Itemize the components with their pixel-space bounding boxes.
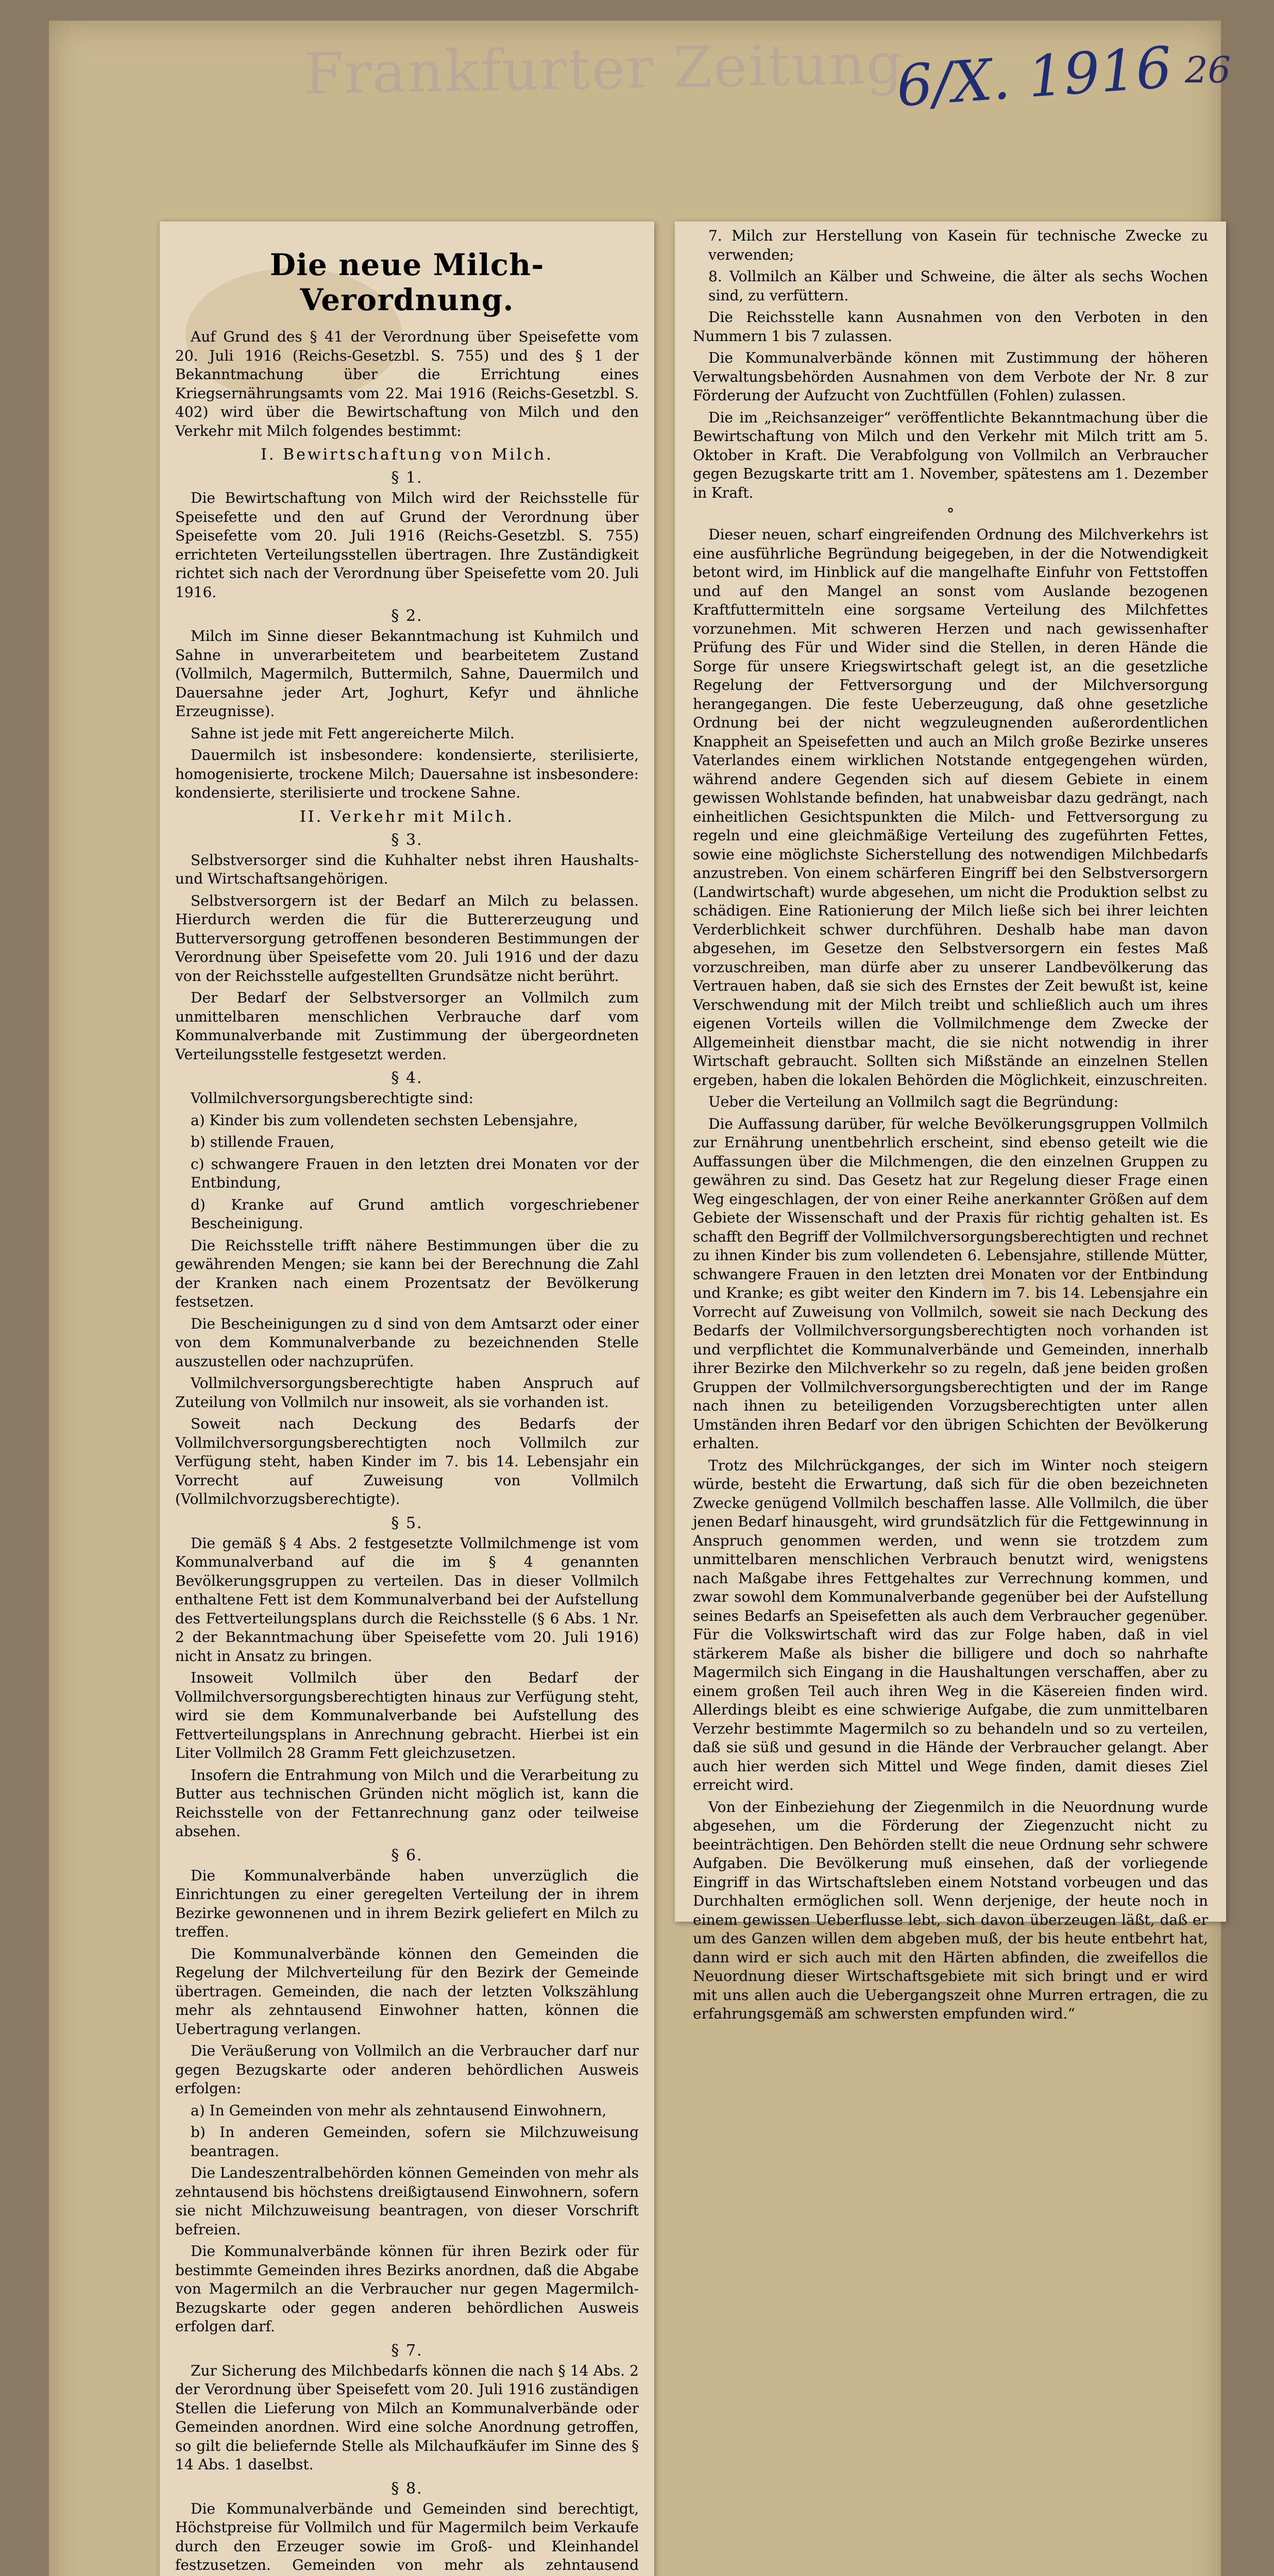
list-item: b) In anderen Gemeinden, sofern sie Milchzuweisung beantragen.: [191, 2124, 639, 2160]
paragraph-number: § 8.: [391, 2479, 423, 2498]
handwritten-date: 6/X. 1916: [894, 34, 1175, 120]
body-paragraph: Die Kommunalverbände können mit Zustimmung der höheren Verwaltungsbehörden Ausnahmen von dem Verbote der Nr. 8 zur Förderung der Aufzucht von Zuchtfüllen (Fohlen) zulassen.: [693, 349, 1208, 404]
body-paragraph: Milch im Sinne dieser Bekanntmachung ist Kuhmilch und Sahne in unverarbeitetem und bearbeitetem Zustand (Vollmilch, Magermilch, Buttermilch, Sahne, Dauermilch und Dauersahne jeder Art, Joghurt, Kefyr und ähnliche Erzeugnisse).: [175, 628, 639, 720]
list-item: d) Kranke auf Grund amtlich vorgeschriebener Bescheinigung.: [191, 1196, 639, 1232]
body-paragraph: Vollmilchversorgungsberechtigte sind:: [191, 1090, 473, 1107]
body-paragraph: Dauermilch ist insbesondere: kondensierte, sterilisierte, homogenisierte, trockene Milch; Dauersahne ist insbesondere: kondensierte, sterilisierte und trockene Sahne.: [175, 747, 639, 801]
right-column-body: [693, 227, 1208, 2024]
paragraph-number: § 4.: [391, 1069, 423, 1087]
body-paragraph: Ueber die Verteilung an Vollmilch sagt die Begründung:: [708, 1093, 1119, 1110]
section-heading: II. Verkehr mit Milch.: [299, 807, 515, 826]
paragraph-number: § 5.: [391, 1514, 423, 1532]
paragraph-number: § 3.: [391, 831, 423, 849]
list-item: a) In Gemeinden von mehr als zehntausend Einwohnern,: [191, 2102, 607, 2119]
newspaper-masthead: Frankfurter Zeitung: [304, 30, 904, 107]
left-column-body: [175, 328, 639, 2576]
list-item: a) Kinder bis zum vollendeten sechsten Lebensjahre,: [191, 1111, 579, 1129]
body-paragraph: Die Reichsstelle kann Ausnahmen von den Verboten in den Nummern 1 bis 7 zulassen.: [693, 309, 1208, 345]
body-paragraph: Die Kommunalverbände und Gemeinden sind berechtigt, Höchstpreise für Vollmilch und für Magermilch beim Verkaufe durch den Erzeuger sowie im Groß- und Kleinhandel festzusetzen. Gemeinden von mehr als zehntausend: [175, 2500, 639, 2573]
paragraph-number: § 2.: [391, 607, 423, 625]
body-paragraph: Zur Sicherung des Milchbedarfs können die nach § 14 Abs. 2 der Verordnung über Speisefett vom 20. Juli 1916 zuständigen Stellen die Lieferung von Milch an Kommunalverbände oder Gemeinden anordnen. Wird eine solche Anordnung getroffen, so gilt die beliefernde Stelle als Milchaufkäufer im Sinne des § 14 Abs. 1 daselbst.: [175, 2362, 639, 2473]
body-paragraph: Der Bedarf der Selbstversorger an Vollmilch zum unmittelbaren menschlichen Verbrauche darf vom Kommunalverbande mit Zustimmung der übergeordneten Verteilungsstelle festgesetzt werden.: [175, 989, 639, 1063]
body-paragraph: Die Bewirtschaftung von Milch wird der Reichsstelle für Speisefette und den auf Grund der Verordnung über Speisefette vom 20. Juli 1916 (Reichs-Gesetzbl. S. 755) errichteten Verteilungsstellen übertragen. Ihre Zuständigkeit richtet sich nach der Verordnung über Speisefette vom 20. Juli 1916.: [175, 489, 639, 601]
list-item: 8. Vollmilch an Kälber und Schweine, die älter als sechs Wochen sind, zu verfüttern.: [708, 268, 1208, 304]
body-paragraph: Die Kommunalverbände haben unverzüglich die Einrichtungen zu einer geregelten Verteilung der in ihrem Bezirke gewonnenen und in ihrem Bezirk geliefert en Milch zu treffen.: [175, 1867, 639, 1940]
body-paragraph: Trotz des Milchrückganges, der sich im Winter noch steigern würde, besteht die Erwartung, daß sich für die oben bezeichneten Zwecke genügend Vollmilch beschaffen lasse. Alle Vollmilch, die über jenen Bedarf hinausgeht, wird grundsätzlich für die Fettgewinnung in Anspruch genommen werden, und wenn sie trotzdem zum unmittelbaren menschlichen Verbrauch benutzt wird, wenigstens nach Maßgabe ihres Fettgehaltes zur Verrechnung kommen, und zwar sowohl dem Kommunalverbande gegenüber bei der Aufstellung seines Bedarfs an Speisefetten als auch dem Verbraucher gegenüber. Für die Volkswirtschaft wird das zur Folge haben, daß in viel stärkerem Maße als bisher die billigere und doch so nahrhafte Magermilch sich Eingang in die Haushaltungen verschaffen, aber zu einem großen Teil auch ihren Weg in die Käsereien finden wird. Allerdings bleibt es eine schwierige Aufgabe, die zum unmittelbaren Verzehr bestimmte Magermilch so zu behandeln und so zu verteilen, daß sie süß und gesund in die Hände der Verbraucher gelangt. Aber auch hier werden sich Mittel und Wege finden, damit dieses Ziel erreicht wird.: [693, 1456, 1208, 1793]
body-paragraph: Vollmilchversorgungsberechtigte haben Anspruch auf Zuteilung von Vollmilch nur insoweit, als sie vorhanden ist.: [175, 1375, 639, 1411]
list-item: b) stillende Frauen,: [191, 1133, 335, 1150]
body-paragraph: Die Reichsstelle trifft nähere Bestimmungen über die zu gewährenden Mengen; sie kann bei der Berechnung die Zahl der Kranken nach einem Prozentsatz der Bevölkerung festsetzen.: [175, 1236, 639, 1310]
body-paragraph: Auf Grund des § 41 der Verordnung über Speisefette vom 20. Juli 1916 (Reichs-Gesetzbl. S. 755) und des § 1 der Bekanntmachung über die Errichtung eines Kriegsernährungsamts vom 22. Mai 1916 (Reichs-Gesetzbl. S. 402) wird über die Bewirtschaftung von Milch und den Verkehr mit Milch folgendes bestimmt:: [175, 328, 639, 439]
body-paragraph: Die Bescheinigungen zu d sind von dem Amtsarzt oder einer von dem Kommunalverbande zu bezeichnenden Stelle auszustellen oder nachzuprüfen.: [175, 1315, 639, 1370]
body-paragraph: Die im „Reichsanzeiger“ veröffentlichte Bekanntmachung über die Bewirtschaftung von Milch und den Verkehr mit Milch tritt am 5. Oktober in Kraft. Die Verabfolgung von Vollmilch an Verbraucher gegen Bezugskarte tritt am 1. November, spätestens am 1. Dezember in Kraft.: [693, 409, 1208, 501]
body-paragraph: Soweit nach Deckung des Bedarfs der Vollmilchversorgungsberechtigten noch Vollmilch zur Verfügung steht, haben Kinder im 7. bis 14. Lebensjahr ein Vorrecht auf Zuweisung von Vollmilch (Vollmilchvorzugsberechtigte).: [175, 1415, 639, 1507]
article-right-column: [693, 227, 1208, 2022]
article-title: Die neue Milch-Verordnung.: [269, 247, 545, 317]
list-item: 7. Milch zur Herstellung von Kasein für technische Zwecke zu verwenden;: [708, 227, 1208, 263]
body-paragraph: Die Kommunalverbände können für ihren Bezirk oder für bestimmte Gemeinden ihres Bezirks anordnen, daß die Abgabe von Magermilch an die Verbraucher nur gegen Magermilch-Bezugskarte oder gegen anderen behördlichen Ausweis erfolgen darf.: [175, 2243, 639, 2335]
body-paragraph: Insoweit Vollmilch über den Bedarf der Vollmilchversorgungsberechtigten hinaus zur Verfügung steht, wird sie dem Kommunalverbande bei Aufstellung des Fettverteilungsplans in Anrechnung gebracht. Hierbei ist ein Liter Vollmilch 28 Gramm Fett gleichzusetzen.: [175, 1669, 639, 1761]
folder-number: 26: [1185, 49, 1231, 91]
paragraph-number: § 1.: [391, 469, 423, 487]
body-paragraph: Die gemäß § 4 Abs. 2 festgesetzte Vollmilchmenge ist vom Kommunalverband auf die im § 4 genannten Bevölkerungsgruppen zu verteilen. Das in dieser Vollmilch enthaltene Fett ist dem Kommunalverband bei der Aufstellung des Fettverteilungsplans durch die Reichsstelle (§ 6 Abs. 1 Nr. 2 der Bekanntmachung über Speisefette vom 20. Juli 1916) nicht in Ansatz zu bringen.: [175, 1534, 639, 1665]
paragraph-number: § 6.: [391, 1846, 423, 1865]
section-heading: I. Bewirtschaftung von Milch.: [261, 446, 553, 464]
body-paragraph: Sahne ist jede mit Fett angereicherte Milch.: [191, 724, 515, 742]
article-left-column: [175, 227, 639, 2576]
body-paragraph: Die Veräußerung von Vollmilch an die Verbraucher darf nur gegen Bezugskarte oder anderen behördlichen Ausweis erfolgen:: [175, 2042, 639, 2097]
paragraph-number: § 7.: [391, 2341, 423, 2360]
body-paragraph: Von der Einbeziehung der Ziegenmilch in die Neuordnung wurde abgesehen, um die Förderung der Ziegenzucht nicht zu beeinträchtigen. Den Behörden stellt die neue Ordnung sehr schwere Aufgaben. Die Bevölkerung muß einsehen, daß der vorliegende Eingriff in das Wirtschaftsleben einem Notstand vorbeugen und das Durchhalten ermöglichen soll. Wenn derjenige, der heute noch in einem gewissen Ueberflusse lebt, sich davon überzeugen läßt, daß er um des Ganzen willen dem abgeben muß, der bis heute entbehrt hat, dann wird er sich auch mit den Härten abfinden, die zweifellos die Neuordnung dieser Wirtschaftsgebiete mit sich bringt und er wird mit uns allen auch die Uebergangszeit ohne Murren ertragen, die zu erfahrungsgemäß am schwersten empfunden wird.“: [693, 1798, 1208, 2022]
separator-mark: °: [946, 505, 955, 523]
body-paragraph: Insofern die Entrahmung von Milch und die Verarbeitung zu Butter aus technischen Gründen nicht möglich ist, kann die Reichsstelle von der Fettanrechnung ganz oder teilweise absehen.: [175, 1766, 639, 1840]
body-paragraph: Dieser neuen, scharf eingreifenden Ordnung des Milchverkehrs ist eine ausführliche Begründung beigegeben, in der die Notwendigkeit betont wird, im Hinblick auf die mangelhafte Einfuhr von Fettstoffen und auf den Mangel an sonst vom Auslande bezogenen Kraftfuttermitteln eine sorgsame Verteilung des Milchfettes vorzunehmen. Mit schweren Herzen und nach gewissenhafter Prüfung des Für und Wider sind die Stellen, in deren Hände die Sorge für unsere Kriegswirtschaft gelegt ist, an die gesetzliche Regelung der Fettversorgung und der Milchversorgung herangegangen. Die feste Ueberzeugung, daß ohne gesetzliche Ordnung bei der nicht wegzuleugnenden außerordentlichen Knappheit an Speisefetten und auch an Milch große Bezirke unseres Vaterlandes einem wirklichen Notstande entgegengehen würden, während andere Gegenden sich auf diesem Gebiete in einem gewissen Wohlstande befinden, hat unabweisbar dazu gedrängt, nach einheitlichen Gesichtspunkten die Milch- und Fettversorgung zu regeln und eine gleichmäßige Verteilung des zugeführten Fettes, sowie eine möglichste Sicherstellung des notwendigen Milchbedarfs anzustreben. Von einem schärferen Eingriff bei den Selbstversorgern (Landwirtschaft) wurde abgesehen, um nicht die Produktion selbst zu schädigen. Eine Rationierung der Milch ließe sich bei ihrer leichten Verderblichkeit schwer durchführen. Deshalb habe man davon abgesehen, im Gesetze den Selbstversorgern ein festes Maß vorzuschreiben, man dürfe aber zu unserer Landbevölkerung das Vertrauen haben, daß sie sich des Ernstes der Zeit bewußt ist, keine Verschwendung mit der Milch treibt und schließlich auch um ihres eigenen Vorteils willen die Vollmilchmenge dem Zwecke der Allgemeinheit dienstbar macht, die sie nicht notwendig in ihrer Wirtschaft gebraucht. Sollten sich Mißstände an einzelnen Stellen ergeben, haben die lokalen Behörden die Möglichkeit, einzuschreiten.: [693, 526, 1208, 1089]
body-paragraph: Selbstversorgern ist der Bedarf an Milch zu belassen. Hierdurch werden die für die Buttererzeugung und Butterversorgung getroffenen besonderen Bestimmungen der Verordnung über Speisefette vom 20. Juli 1916 und der dazu von der Reichsstelle aufgestellten Grundsätze nicht berührt.: [175, 892, 639, 985]
body-paragraph: Die Auffassung darüber, für welche Bevölkerungsgruppen Vollmilch zur Ernährung unentbehrlich erscheint, sind ebenso geteilt wie die Auffassungen über die Milchmengen, die den einzelnen Gruppen zu gewähren zu sind. Das Gesetz hat zur Regelung dieser Frage einen Weg eingeschlagen, der von einer Reihe anerkannter Größen auf dem Gebiete der Wissenschaft und der Praxis für richtig gehalten ist. Es schafft den Begriff der Vollmilchversorgungsberechtigten und rechnet zu ihnen Kinder bis zum vollendeten 6. Lebensjahre, stillende Mütter, schwangere Frauen in den letzten drei Monaten vor der Entbindung und Kranke; es gibt weiter den Kindern im 7. bis 14. Lebensjahre ein Vorrecht auf Zuweisung von Vollmilch, soweit sie nach Deckung des Bedarfs der Vollmilchversorgungsberechtigten noch vorhanden ist und verpflichtet die Kommunalverbände und Gemeinden, innerhalb ihrer Bezirke den Milchverkehr so zu regeln, daß jene beiden großen Gruppen der Vollmilchversorgungsberechtigten und der im Range nach ihnen zu beteiligenden Vorzugsberechtigten unter allen Umständen ihren Bedarf vor den übrigen Schichten der Bevölkerung erhalten.: [693, 1115, 1208, 1452]
body-paragraph: Die Landeszentralbehörden können Gemeinden von mehr als zehntausend bis höchstens dreißigtausend Einwohnern, sofern sie nicht Milchzuweisung beantragen, von dieser Vorschrift befreien.: [175, 2164, 639, 2238]
body-paragraph: Die Kommunalverbände können den Gemeinden die Regelung der Milchverteilung für den Bezirk der Gemeinde übertragen. Gemeinden, die nach der letzten Volkszählung mehr als zehntausend Einwohner hatten, können die Uebertragung verlangen.: [175, 1945, 639, 2038]
list-item: c) schwangere Frauen in den letzten drei Monaten vor der Entbindung,: [191, 1155, 639, 1191]
body-paragraph: Selbstversorger sind die Kuhhalter nebst ihren Haushalts- und Wirtschaftsangehörigen.: [175, 851, 639, 887]
